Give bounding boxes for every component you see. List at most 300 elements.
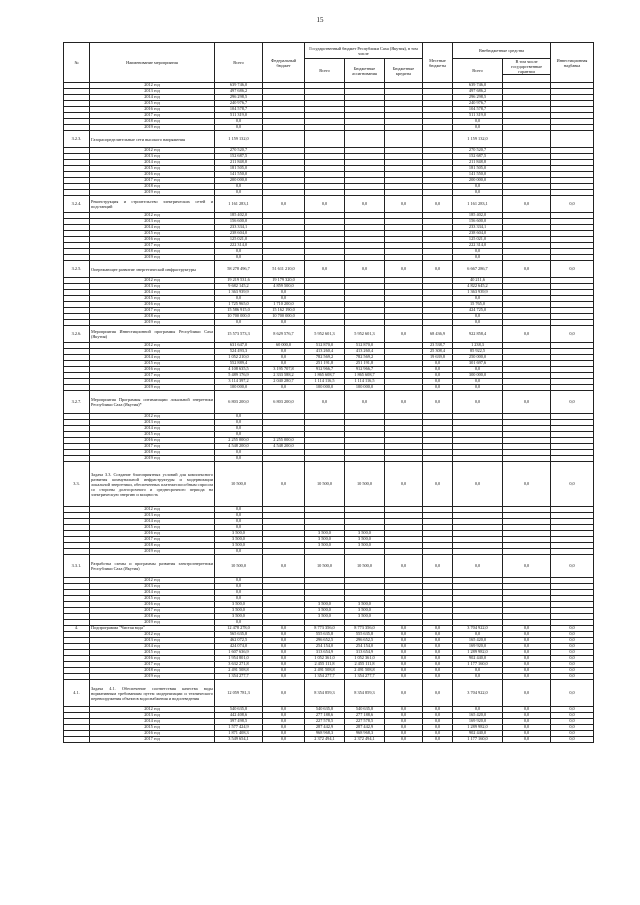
cell-value: 511 319,0 [453, 113, 503, 119]
col-state-alloc-header: Бюджетные ассигнования [345, 59, 385, 83]
cell-value: 277 188,6 [305, 713, 345, 719]
cell-value [345, 131, 385, 148]
cell-value: 10 700 000,0 [215, 314, 263, 320]
item-row [64, 462, 594, 507]
cell-value: 0,0 [453, 125, 503, 131]
cell-value: 300 000,0 [453, 373, 503, 379]
cell-value: 0,0 [551, 725, 594, 731]
cell-value: 0,0 [503, 632, 551, 638]
cell-value: 1 710 200,0 [263, 302, 305, 308]
cell-value: 141 550,0 [215, 172, 263, 178]
cell-value: 0,0 [263, 296, 305, 302]
cell-value: 6 803 200,0 [263, 391, 305, 414]
cell-value: 0,0 [503, 555, 551, 578]
cell-value: 125 021,0 [215, 237, 263, 243]
cell-value: 0,0 [385, 680, 423, 707]
cell-value: 0,0 [215, 426, 263, 432]
cell-value: 555 635,8 [305, 632, 345, 638]
cell-value: 0,0 [551, 668, 594, 674]
cell-value: 211 848,8 [215, 160, 263, 166]
cell-value: 0,0 [551, 737, 594, 743]
cell-value: 0,0 [551, 650, 594, 656]
cell-value: 313 654,9 [345, 650, 385, 656]
table-body [64, 83, 594, 743]
budget-table [63, 42, 594, 743]
cell-value: 3 114 397,2 [215, 379, 263, 385]
cell-name: 2015 год [90, 596, 215, 602]
cell-value: 3 500,0 [345, 602, 385, 608]
cell-name: 2014 год [90, 290, 215, 296]
cell-value: 968 968,3 [345, 731, 385, 737]
cell-value: 1 114 116,5 [305, 379, 345, 385]
cell-value: 8 354 859,3 [345, 680, 385, 707]
cell-value: 0,0 [551, 638, 594, 644]
cell-name: 2019 год [90, 620, 215, 626]
cell-value: 3 704 922,0 [453, 680, 503, 707]
cell-name: 2014 год [90, 160, 215, 166]
cell-value: 296 652,5 [305, 638, 345, 644]
cell-value: 0,0 [385, 261, 423, 278]
cell-name: 2016 год [90, 731, 215, 737]
year-row [64, 737, 594, 743]
cell-value: 0,0 [263, 650, 305, 656]
item-row [64, 391, 594, 414]
cell-value: 0,0 [263, 668, 305, 674]
cell-value: 296 298,5 [453, 95, 503, 101]
cell-value: 968 968,3 [305, 731, 345, 737]
cell-value: 782 569,2 [305, 355, 345, 361]
page-number: 15 [316, 16, 324, 24]
cell-name: Мероприятия Инвестиционной программы Республики Саха (Якутия) [90, 326, 215, 343]
cell-value: 3 500,0 [305, 537, 345, 543]
cell-value: 3 500,0 [345, 614, 385, 620]
cell-name: 2018 год [90, 543, 215, 549]
cell-name: 2012 год [90, 343, 215, 349]
cell-value: 540 635,8 [345, 707, 385, 713]
cell-value: 0,0 [263, 555, 305, 578]
cell-value: 0,0 [215, 620, 263, 626]
cell-value: 0,0 [503, 638, 551, 644]
col-total-header: Всего [215, 43, 263, 83]
cell-value: 4 548 200,0 [215, 444, 263, 450]
cell-value: 85 922,5 [453, 349, 503, 355]
cell-value: 3 632 271,8 [215, 662, 263, 668]
cell-name: 2015 год [90, 231, 215, 237]
cell-value: 100 000,0 [215, 385, 263, 391]
cell-value: 0,0 [503, 725, 551, 731]
cell-value: 2 491 508,8 [345, 668, 385, 674]
cell-value: 254 154,0 [345, 644, 385, 650]
cell-name: 2013 год [90, 513, 215, 519]
cell-name: 2016 год [90, 656, 215, 662]
cell-name: 2019 год [90, 125, 215, 131]
cell-name: 2016 год [90, 602, 215, 608]
cell-name: 2012 год [90, 414, 215, 420]
cell-name: 2014 год [90, 644, 215, 650]
cell-value: 0,0 [385, 555, 423, 578]
cell-value: 1 354 277,7 [345, 674, 385, 680]
cell-value: 3 500,0 [345, 608, 385, 614]
cell-value: 240 976,7 [215, 101, 263, 107]
col-name-header: Наименование мероприятия [90, 43, 215, 83]
cell-value: 3 500,0 [305, 608, 345, 614]
cell-value: 200 000,0 [453, 178, 503, 184]
cell-value: 0,0 [503, 196, 551, 213]
item-row [64, 196, 594, 213]
cell-value: 0,0 [263, 662, 305, 668]
cell-value: 1 289 982,0 [453, 725, 503, 731]
cell-value: 497 686,2 [453, 89, 503, 95]
cell-name: Мероприятия Программы оптимизации локальной энергетики Республики Саха (Якутия)* [90, 391, 215, 414]
cell-value: 8 773 356,0 [345, 626, 385, 632]
cell-value: 254 154,0 [305, 644, 345, 650]
cell-value: 3 500,0 [345, 531, 385, 537]
cell-value: 0,0 [215, 513, 263, 519]
cell-value: 0,0 [385, 674, 423, 680]
cell-name: 2019 год [90, 255, 215, 261]
cell-value: 397 498,5 [215, 719, 263, 725]
col-local-header: Местные бюджеты [423, 43, 453, 83]
cell-value: 5 952 601,3 [345, 326, 385, 343]
cell-value: 0,0 [215, 578, 263, 584]
cell-value: 0,0 [423, 650, 453, 656]
col-extra-total-header: Всего [453, 59, 503, 83]
cell-value [305, 131, 345, 148]
cell-value: 3 195 707,8 [263, 367, 305, 373]
cell-value: 1 161 283,1 [215, 196, 263, 213]
cell-value: 200 000,0 [215, 178, 263, 184]
cell-value: 1 052 210,0 [215, 355, 263, 361]
cell-value: 0,0 [263, 355, 305, 361]
cell-value: 1 052 361,0 [345, 656, 385, 662]
cell-value: 565 635,8 [215, 632, 263, 638]
cell-value: 227 578,5 [345, 719, 385, 725]
cell-value [423, 131, 453, 148]
cell-value: 0,0 [423, 644, 453, 650]
cell-value: 222 314,0 [453, 243, 503, 249]
cell-name: 2019 год [90, 456, 215, 462]
cell-name: 2018 год [90, 184, 215, 190]
cell-name: 2015 год [90, 101, 215, 107]
cell-name: 2015 год [90, 361, 215, 367]
cell-value: 0,0 [215, 125, 263, 131]
cell-value: 185 402,0 [215, 213, 263, 219]
cell-value: 4 108 635,5 [215, 367, 263, 373]
cell-value: 0,0 [263, 196, 305, 213]
cell-name: 2016 год [90, 302, 215, 308]
cell-value: 0,0 [453, 320, 503, 326]
cell-value: 1 177 160,0 [453, 662, 503, 668]
cell-value: 0,0 [453, 296, 503, 302]
cell-value: 0,0 [453, 462, 503, 507]
cell-name: 2012 год [90, 278, 215, 284]
cell-value: 60 000,0 [263, 343, 305, 349]
cell-value: 0,0 [263, 707, 305, 713]
cell-name: 2016 год [90, 237, 215, 243]
cell-name: 2017 год [90, 113, 215, 119]
col-invest-header: Инвестиционная надбавка [551, 43, 594, 83]
cell-value: 1 354 277,7 [305, 674, 345, 680]
cell-value: 8 773 356,0 [305, 626, 345, 632]
cell-name: Подпрограмма "Чистая вода" [90, 626, 215, 632]
cell-value: 3 500,0 [215, 614, 263, 620]
cell-value: 0,0 [453, 668, 503, 674]
cell-value: 2 455 111,8 [345, 662, 385, 668]
col-state-total-header: Всего [305, 59, 345, 83]
cell-value: 462 072,5 [215, 638, 263, 644]
cell-value: 1 577 424,9 [215, 725, 263, 731]
cell-value: 25 308,4 [423, 349, 453, 355]
cell-value: 211 848,8 [453, 160, 503, 166]
cell-name: 2019 год [90, 549, 215, 555]
cell-value [263, 131, 305, 148]
cell-name: 2017 год [90, 373, 215, 379]
cell-value: 0,0 [263, 361, 305, 367]
cell-value: 58 278 496,7 [215, 261, 263, 278]
cell-name: 2013 год [90, 154, 215, 160]
item-row [64, 326, 594, 343]
cell-value: 0,0 [551, 555, 594, 578]
cell-value [503, 131, 551, 148]
cell-value: 19 179 320,0 [263, 278, 305, 284]
cell-value: 12 478 278,0 [215, 626, 263, 632]
cell-value: 0,0 [263, 725, 305, 731]
cell-value: 233 334,1 [453, 225, 503, 231]
cell-value: 1 354 277,7 [215, 674, 263, 680]
cell-value: 0,0 [215, 320, 263, 326]
cell-name: 2013 год [90, 638, 215, 644]
cell-value: 0,0 [503, 731, 551, 737]
cell-value: 0,0 [453, 379, 503, 385]
cell-value: 540 635,8 [215, 707, 263, 713]
cell-value: 0,0 [263, 713, 305, 719]
cell-value: 181 505,0 [215, 166, 263, 172]
cell-name: 2016 год [90, 438, 215, 444]
cell-name: 2018 год [90, 379, 215, 385]
cell-value: 0,0 [551, 626, 594, 632]
cell-value: 631 647,0 [215, 343, 263, 349]
cell-value: 238 604,0 [215, 231, 263, 237]
cell-value: 0,0 [385, 626, 423, 632]
cell-num: 3.3. [64, 462, 90, 507]
cell-value: 524 493,3 [215, 349, 263, 355]
cell-value: 0,0 [503, 650, 551, 656]
cell-value: 251 191,8 [345, 361, 385, 367]
cell-value: 0,0 [551, 326, 594, 343]
cell-name: 2019 год [90, 385, 215, 391]
cell-value: 19 219 531,6 [215, 278, 263, 284]
cell-value: 0,0 [385, 731, 423, 737]
cell-value: 10 700 000,0 [263, 314, 305, 320]
cell-name: 2014 год [90, 426, 215, 432]
cell-value: 0,0 [551, 462, 594, 507]
cell-name: 2015 год [90, 166, 215, 172]
cell-value: 0,0 [453, 190, 503, 196]
cell-value: 15 162 190,0 [263, 308, 305, 314]
cell-value: 0,0 [423, 662, 453, 668]
cell-name: 2016 год [90, 367, 215, 373]
cell-value [551, 131, 594, 148]
cell-value: 2 491 508,8 [305, 668, 345, 674]
cell-name: 2013 год [90, 349, 215, 355]
cell-value: 270 520,7 [453, 148, 503, 154]
cell-value: 0,0 [503, 674, 551, 680]
cell-value: 0,0 [423, 462, 453, 507]
cell-value: 0,0 [263, 656, 305, 662]
cell-value: 0,0 [263, 462, 305, 507]
cell-name: Опережающее развитие энергетической инфраструктуры [90, 261, 215, 278]
cell-name: Задача 3.3. Создание благоприятных условий для комплексного развития коммунальной инфраструктуры и модернизации локальной энергетики, обеспеченных платежеспособным спросом со стороны долгосрочного и среднесрочного периода на электрическую энергию и мощность [90, 462, 215, 507]
cell-name: 2012 год [90, 707, 215, 713]
cell-value: 0,0 [551, 656, 594, 662]
cell-value: 51 611 210,0 [263, 261, 305, 278]
cell-value: 0,0 [385, 644, 423, 650]
cell-name: Газораспределительные сети высокого напряжения [90, 131, 215, 148]
cell-value: 3 704 922,0 [453, 626, 503, 632]
cell-value: 1 865 608,7 [345, 373, 385, 379]
cell-name: 2016 год [90, 107, 215, 113]
cell-num [64, 737, 90, 743]
item-row [64, 261, 594, 278]
cell-value: 0,0 [551, 707, 594, 713]
cell-value: 15 586 915,0 [215, 308, 263, 314]
cell-value: 0,0 [263, 626, 305, 632]
cell-value: 0,0 [385, 668, 423, 674]
cell-value: 0,0 [551, 261, 594, 278]
cell-value: 4 859 500,0 [263, 284, 305, 290]
cell-name: 2016 год [90, 172, 215, 178]
cell-value: 0,0 [551, 680, 594, 707]
cell-value: 169 920,0 [453, 644, 503, 650]
item-row [64, 555, 594, 578]
cell-value: 9 682 145,2 [215, 284, 263, 290]
cell-name: 2015 год [90, 296, 215, 302]
cell-value: 0,0 [215, 519, 263, 525]
cell-name: 2013 год [90, 284, 215, 290]
cell-value: 0,0 [263, 644, 305, 650]
cell-name: 2013 год [90, 219, 215, 225]
cell-value: 0,0 [453, 632, 503, 638]
cell-value: 0,0 [503, 261, 551, 278]
item-row [64, 131, 594, 148]
cell-value: 0,0 [423, 373, 453, 379]
cell-value: 1 238,3 [453, 343, 503, 349]
cell-value: 0,0 [385, 719, 423, 725]
cell-value: 0,0 [263, 638, 305, 644]
cell-value: 2 333 588,2 [263, 373, 305, 379]
col-num-header: № [64, 43, 90, 83]
cell-value: 0,0 [385, 638, 423, 644]
cell-value: 0,0 [423, 196, 453, 213]
cell-value: 0,0 [453, 707, 503, 713]
cell-value: 3 500,0 [305, 602, 345, 608]
cell-value: 10 500,0 [305, 462, 345, 507]
cell-name: 2012 год [90, 83, 215, 89]
cell-value: 0,0 [423, 656, 453, 662]
cell-value: 287 442,9 [305, 725, 345, 731]
cell-name: 2019 год [90, 320, 215, 326]
cell-value: 0,0 [215, 184, 263, 190]
cell-value: 511 319,0 [215, 113, 263, 119]
cell-value: 0,0 [385, 737, 423, 743]
cell-value: 0,0 [423, 361, 453, 367]
cell-value: 0,0 [385, 326, 423, 343]
cell-value: 0,0 [423, 555, 453, 578]
cell-value: 3 500,0 [215, 531, 263, 537]
cell-value: 0,0 [215, 414, 263, 420]
cell-value: 912 966,7 [305, 367, 345, 373]
cell-value: 552 889,4 [215, 361, 263, 367]
cell-value: 0,0 [215, 507, 263, 513]
cell-value: 100 000,0 [345, 385, 385, 391]
cell-name: Разработка схемы и программы развития электроэнергетики Республики Саха (Якутия) [90, 555, 215, 578]
cell-name: 2015 год [90, 650, 215, 656]
cell-value: 0,0 [503, 707, 551, 713]
cell-value: 512 870,0 [345, 343, 385, 349]
cell-value: 0,0 [263, 320, 305, 326]
cell-value: 10 500,0 [345, 462, 385, 507]
cell-value: 0,0 [453, 367, 503, 373]
cell-value: 0,0 [503, 719, 551, 725]
cell-value: 0,0 [551, 674, 594, 680]
cell-value: 250 000,0 [453, 355, 503, 361]
cell-value: 3 500,0 [215, 543, 263, 549]
cell-value: 152 687,5 [453, 154, 503, 160]
cell-name: 2017 год [90, 444, 215, 450]
cell-value: 0,0 [423, 725, 453, 731]
cell-name: Задача 4.1. Обеспечение соответствия качества воды нормативным требованиям путем модернизации и технического перевооружения объектов водоснабжения и водоотведения [90, 680, 215, 707]
cell-value: 0,0 [551, 662, 594, 668]
cell-num: 4. [64, 626, 90, 632]
cell-value: 902 440,0 [453, 731, 503, 737]
cell-value: 1 865 608,7 [305, 373, 345, 379]
cell-value: 0,0 [215, 190, 263, 196]
cell-value: 3 500,0 [215, 602, 263, 608]
cell-value: 0,0 [423, 379, 453, 385]
cell-name: 2015 год [90, 525, 215, 531]
cell-value: 10 500,0 [345, 555, 385, 578]
cell-value: 0,0 [453, 119, 503, 125]
cell-value: 0,0 [503, 713, 551, 719]
cell-num: 3.2.3. [64, 131, 90, 148]
cell-name: 2019 год [90, 190, 215, 196]
cell-value: 0,0 [551, 713, 594, 719]
cell-value: 165 420,0 [453, 638, 503, 644]
cell-name: 2017 год [90, 178, 215, 184]
cell-value: 313 654,9 [305, 650, 345, 656]
cell-value: 0,0 [551, 196, 594, 213]
cell-name: 2015 год [90, 725, 215, 731]
cell-value: 15 765,0 [453, 302, 503, 308]
cell-name: Реконструкция и строительство электрических сетей и подстанций [90, 196, 215, 213]
cell-num: 3.2.4. [64, 196, 90, 213]
item-row [64, 680, 594, 707]
cell-name: 2017 год [90, 737, 215, 743]
cell-value: 0,0 [345, 391, 385, 414]
cell-value: 1 607 636,9 [215, 650, 263, 656]
cell-value: 181 505,0 [453, 166, 503, 172]
cell-value: 5 952 601,3 [305, 326, 345, 343]
cell-value: 296 298,5 [215, 95, 263, 101]
cell-value: 8 629 576,7 [263, 326, 305, 343]
cell-value: 3 500,0 [305, 543, 345, 549]
cell-value: 1 289 982,0 [453, 650, 503, 656]
cell-value: 165 420,0 [453, 713, 503, 719]
cell-value: 277 188,6 [345, 713, 385, 719]
cell-value: 0,0 [345, 261, 385, 278]
cell-value: 413 260,4 [305, 349, 345, 355]
cell-name: 2018 год [90, 314, 215, 320]
